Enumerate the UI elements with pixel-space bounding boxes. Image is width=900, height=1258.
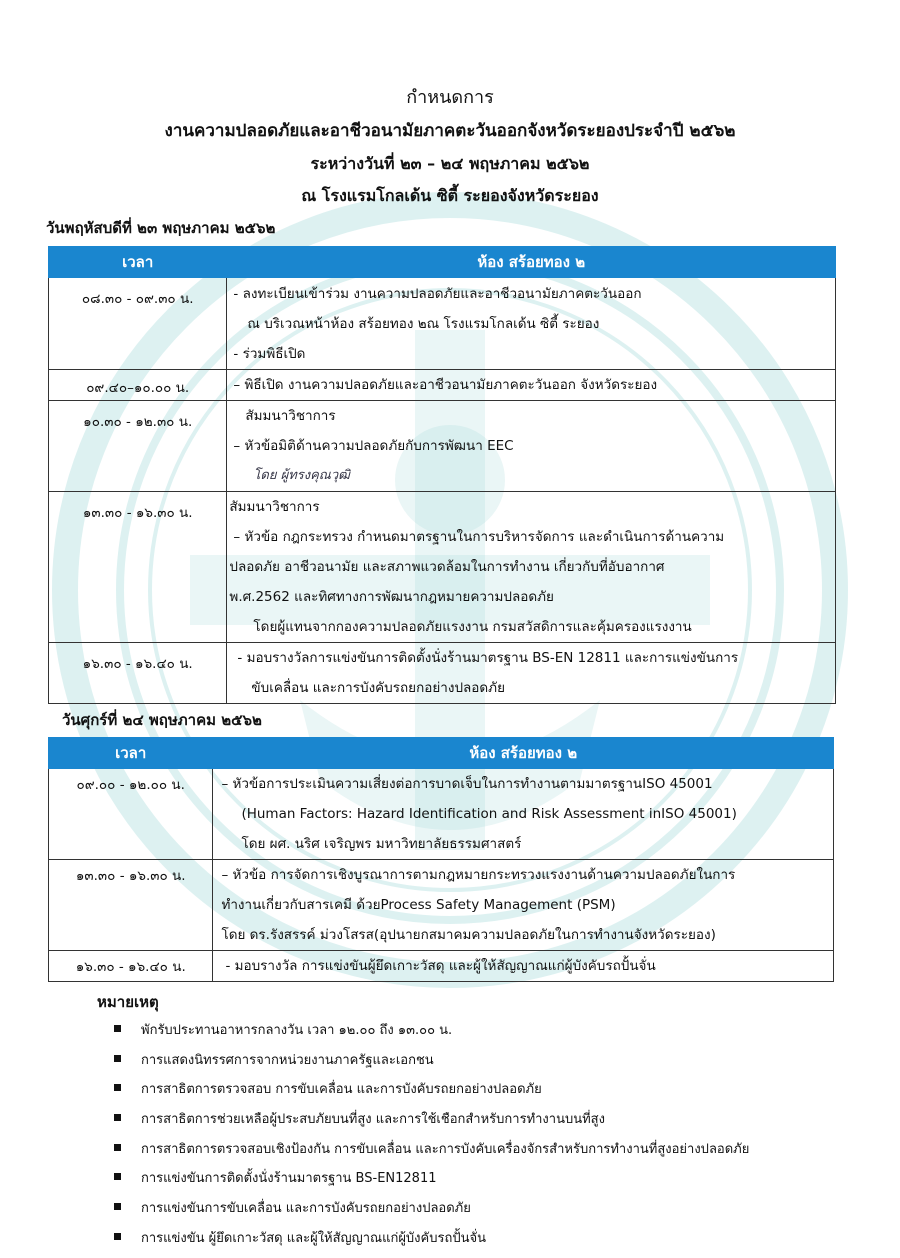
- table-row: [49, 643, 836, 704]
- activity-line: สัมมนาวิชาการ: [229, 499, 320, 515]
- day2-heading: วันศุกร์ที่ ๒๔ พฤษภาคม ๒๕๖๒: [62, 711, 262, 729]
- activity-cell: [227, 278, 836, 370]
- note-text: พักรับประทานอาหารกลางวัน เวลา ๑๒.๐๐ ถึง ๑๓.๐๐ น.: [141, 1023, 453, 1038]
- activity-line: สัมมนาวิชาการ: [245, 408, 336, 424]
- activity-line: - ร่วมพิธีเปิด: [233, 346, 306, 362]
- note-text: การแสดงนิทรรศการจากหน่วยงานภาครัฐและเอกชน: [141, 1052, 434, 1068]
- table-row: [49, 370, 836, 401]
- notes-list: [114, 1020, 749, 1258]
- note-text: การสาธิตการช่วยเหลือผู้ประสบภัยบนที่สูง และการใช้เชือกสำหรับการทำงานบนที่สูง: [141, 1112, 605, 1128]
- bullet-icon: [114, 1114, 121, 1121]
- time-cell: ๑๖.๓๐ - ๑๖.๔๐ น.: [49, 951, 213, 982]
- note-text: การแข่งขัน ผู้ยึดเกาะวัสดุ และผู้ให้สัญญาณแก่ผู้บังคับรถปั้นจั่น: [141, 1230, 486, 1246]
- column-header-time: เวลา: [49, 738, 213, 769]
- bullet-icon: [114, 1173, 121, 1180]
- activity-line: – หัวข้อมิติด้านความปลอดภัยกับการพัฒนา EEC: [233, 438, 514, 454]
- activity-line: โดย ผศ. นริศ เจริญพร มหาวิทยาลัยธรรมศาสตร์: [241, 836, 522, 852]
- bullet-icon: [114, 1084, 121, 1091]
- activity-line: ขับเคลื่อน และการบังคับรถยกอย่างปลอดภัย: [251, 680, 505, 696]
- note-text: การแข่งขันการขับเคลื่อน และการบังคับรถยกอย่างปลอดภัย: [141, 1201, 471, 1217]
- column-header-time: เวลา: [49, 247, 227, 278]
- notes-heading: หมายเหตุ: [97, 993, 159, 1011]
- activity-cell: [213, 769, 834, 860]
- activity-cell: [227, 492, 836, 643]
- table-row: [49, 769, 834, 860]
- table-header-row: [49, 738, 834, 769]
- activity-cell: [213, 951, 834, 982]
- activity-line: - ลงทะเบียนเข้าร่วม งานความปลอดภัยและอาชีวอนามัยภาคตะวันออก: [233, 286, 642, 302]
- table-row: [49, 278, 836, 370]
- activity-line: – หัวข้อ การจัดการเชิงบูรณาการตามกฎหมายกระทรวงแรงงานด้านความปลอดภัยในการ: [221, 867, 736, 883]
- list-item: [114, 1109, 749, 1139]
- note-text: การสาธิตการตรวจสอบเชิงป้องกัน การขับเคลื่อน และการบังคับเครื่องจักรสำหรับการทำงานที่สูงอย่างปลอดภัย: [141, 1141, 750, 1157]
- activity-cell: [227, 643, 836, 704]
- activity-line: โดย ดร.รังสรรค์ ม่วงโสรส(อุปนายกสมาคมความปลอดภัยในการทำงานจังหวัดระยอง): [221, 927, 716, 943]
- document-title: กำหนดการ: [406, 87, 494, 108]
- day1-schedule-table: [48, 246, 836, 704]
- time-cell: ๐๘.๓๐ - ๐๙.๓๐ น.: [49, 278, 227, 370]
- list-item: [114, 1050, 749, 1080]
- activity-line: (Human Factors: Hazard Identification and Risk Assessment inISO 45001): [241, 806, 737, 822]
- table-row: [49, 492, 836, 643]
- time-cell: ๑๓.๓๐ - ๑๖.๓๐ น.: [49, 860, 213, 951]
- column-header-room: ห้อง สร้อยทอง ๒: [227, 247, 836, 278]
- list-item: [114, 1168, 749, 1198]
- activity-line: – พิธีเปิด งานความปลอดภัยและอาชีวอนามัยภาคตะวันออก จังหวัดระยอง: [233, 377, 658, 393]
- list-item: [114, 1139, 749, 1169]
- activity-cell: [227, 370, 836, 401]
- event-venue: ณ โรงแรมโกลเด้น ซิตี้ ระยองจังหวัดระยอง: [301, 186, 599, 205]
- speaker-line: โดย ผู้ทรงคุณวุฒิ: [253, 468, 350, 483]
- activity-line: ณ บริเวณหน้าห้อง สร้อยทอง ๒ณ โรงแรมโกลเด้น ซิตี้ ระยอง: [247, 316, 600, 332]
- time-cell: ๐๙.๐๐ - ๑๒.๐๐ น.: [49, 769, 213, 860]
- day1-heading: วันพฤหัสบดีที่ ๒๓ พฤษภาคม ๒๕๖๒: [46, 219, 276, 237]
- note-text: การสาธิตการตรวจสอบ การขับเคลื่อน และการบังคับรถยกอย่างปลอดภัย: [141, 1082, 542, 1098]
- time-cell: ๐๙.๔๐–๑๐.๐๐ น.: [49, 370, 227, 401]
- activity-line: โดยผู้แทนจากกองความปลอดภัยแรงงาน กรมสวัสดิการและคุ้มครองแรงงาน: [253, 619, 692, 635]
- activity-cell: [227, 401, 836, 492]
- activity-line: พ.ศ.2562 และทิศทางการพัฒนากฎหมายความปลอดภัย: [229, 589, 554, 605]
- list-item: [114, 1020, 749, 1050]
- event-date-range: ระหว่างวันที่ ๒๓ – ๒๔ พฤษภาคม ๒๕๖๒: [310, 154, 590, 173]
- activity-cell: [213, 860, 834, 951]
- activity-line: – หัวข้อ กฎกระทรวง กำหนดมาตรฐานในการบริหารจัดการ และดำเนินการด้านความ: [233, 529, 725, 545]
- table-row: [49, 401, 836, 492]
- table-row: [49, 860, 834, 951]
- bullet-icon: [114, 1025, 121, 1032]
- activity-line: - มอบรางวัล การแข่งขันผู้ยึดเกาะวัสดุ และผู้ให้สัญญาณแก่ผู้บังคับรถปั้นจั่น: [225, 958, 656, 974]
- day2-schedule-table: [48, 737, 834, 982]
- time-cell: ๑๖.๓๐ - ๑๖.๔๐ น.: [49, 643, 227, 704]
- bullet-icon: [114, 1233, 121, 1240]
- bullet-icon: [114, 1144, 121, 1151]
- event-name: งานความปลอดภัยและอาชีวอนามัยภาคตะวันออกจังหวัดระยองประจำปี ๒๕๖๒: [164, 121, 736, 141]
- list-item: [114, 1079, 749, 1109]
- table-row: [49, 951, 834, 982]
- bullet-icon: [114, 1055, 121, 1062]
- table-header-row: [49, 247, 836, 278]
- bullet-icon: [114, 1203, 121, 1210]
- time-cell: ๑๓.๓๐ - ๑๖.๓๐ น.: [49, 492, 227, 643]
- activity-line: – หัวข้อการประเมินความเสี่ยงต่อการบาดเจ็บในการทำงานตามมาตรฐานISO 45001: [221, 776, 713, 792]
- list-item: [114, 1198, 749, 1228]
- column-header-room: ห้อง สร้อยทอง ๒: [213, 738, 834, 769]
- activity-line: ทำงานเกี่ยวกับสารเคมี ด้วยProcess Safety Management (PSM): [221, 897, 616, 913]
- note-text: การแข่งขันการติดตั้งนั่งร้านมาตรฐาน BS-EN12811: [141, 1171, 437, 1187]
- time-cell: ๑๐.๓๐ - ๑๒.๓๐ น.: [49, 401, 227, 492]
- activity-line: ปลอดภัย อาชีวอนามัย และสภาพแวดล้อมในการทำงาน เกี่ยวกับที่อับอากาศ: [229, 559, 665, 575]
- list-item: [114, 1228, 749, 1258]
- activity-line: - มอบรางวัลการแข่งขันการติดตั้งนั่งร้านมาตรฐาน BS-EN 12811 และการแข่งขันการ: [237, 650, 739, 666]
